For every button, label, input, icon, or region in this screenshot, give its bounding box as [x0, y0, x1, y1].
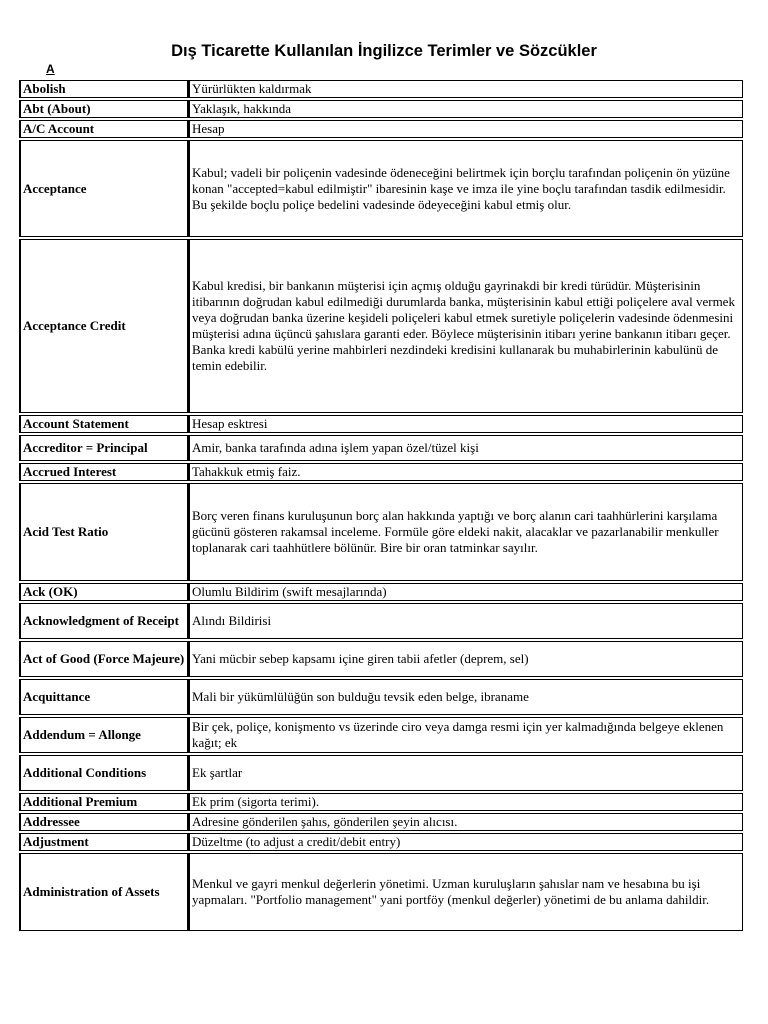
glossary-definition: Kabul kredisi, bir bankanın müşterisi için açmış olduğu gayrinakdi bir kredi türüdür. Müşterisinin itibarının doğrudan kabul edilmediği durumlarda banka, müşterisinin kabul ettiği poliçelere aval vermek veya doğrudan banka üzerine keşideli poliçeleri kabul etmek suretiyle poliçelerin vadesinde ödenmesini müşterisi adına üçüncü şahıslara garanti eder. Böylece müşterisinin itibarı yerine bankanın itibarı geçer. Banka kredi kabülü yerine mahbirleri nezdindeki kredisini kullanarak bu muhabirlerinin kabulünü de temin edebilir.: [189, 239, 743, 413]
glossary-term: Adjustment: [19, 833, 189, 851]
glossary-definition: Alındı Bildirisi: [189, 603, 743, 639]
glossary-definition: Kabul; vadeli bir poliçenin vadesinde ödeneceğini belirtmek için borçlu tarafından poliçenin ön yüzüne konan "accepted=kabul edilmiştir" ibaresinin kaşe ve imza ile yine boçlu tarafından tasdik edilmesidir. Bu şekilde boçlu poliçe bedelini vadesinde ödeyeceğini kabul etmiş olur.: [189, 140, 743, 237]
glossary-row: [19, 853, 743, 931]
glossary-term: Acceptance: [19, 140, 189, 237]
glossary-definition: Bir çek, poliçe, konişmento vs üzerinde ciro veya damga resmi için yer kalmadığında belgeye eklenen kağıt; ek: [189, 717, 743, 753]
glossary-term: Acid Test Ratio: [19, 483, 189, 581]
glossary-term: Addendum = Allonge: [19, 717, 189, 753]
glossary-row: [19, 483, 743, 581]
glossary-row: [19, 583, 743, 601]
glossary-definition: Ek prim (sigorta terimi).: [189, 793, 743, 811]
glossary-term: Abt (About): [19, 100, 189, 118]
glossary-definition: Ek şartlar: [189, 755, 743, 791]
glossary-term: Acquittance: [19, 679, 189, 715]
glossary-term: Additional Premium: [19, 793, 189, 811]
glossary-definition: Borç veren finans kuruluşunun borç alan hakkında yaptığı ve borç alanın cari taahhürlerini karşılama gücünü gösteren rakamsal inceleme. Formüle göre eldeki nakit, alacaklar ve pazarlanabilir menkuller toplanarak cari taahhütlere bölünür. Bire bir oran tatminkar sayılır.: [189, 483, 743, 581]
glossary-definition: Mali bir yükümlülüğün son bulduğu tevsik eden belge, ibraname: [189, 679, 743, 715]
glossary-term: Addressee: [19, 813, 189, 831]
glossary-term: Acknowledgment of Receipt: [19, 603, 189, 639]
page-title: Dış Ticarette Kullanılan İngilizce Terimler ve Sözcükler: [171, 42, 597, 60]
glossary-definition: Amir, banka tarafında adına işlem yapan özel/tüzel kişi: [189, 435, 743, 461]
glossary-row: [19, 813, 743, 831]
glossary-row: [19, 80, 743, 98]
glossary-row: [19, 717, 743, 753]
glossary-row: [19, 833, 743, 851]
glossary-term: Additional Conditions: [19, 755, 189, 791]
glossary-table: [19, 78, 743, 933]
glossary-row: [19, 120, 743, 138]
glossary-row: [19, 415, 743, 433]
glossary-definition: Yürürlükten kaldırmak: [189, 80, 743, 98]
glossary-row: [19, 793, 743, 811]
section-letter: A: [46, 62, 55, 76]
glossary-row: [19, 140, 743, 237]
glossary-term: Accrued Interest: [19, 463, 189, 481]
glossary-row: [19, 100, 743, 118]
glossary-row: [19, 239, 743, 413]
glossary-row: [19, 641, 743, 677]
glossary-term: Acceptance Credit: [19, 239, 189, 413]
glossary-row: [19, 435, 743, 461]
glossary-row: [19, 679, 743, 715]
glossary-term: Act of Good (Force Majeure): [19, 641, 189, 677]
glossary-definition: Düzeltme (to adjust a credit/debit entry): [189, 833, 743, 851]
glossary-term: Accreditor = Principal: [19, 435, 189, 461]
glossary-term: Abolish: [19, 80, 189, 98]
glossary-row: [19, 603, 743, 639]
glossary-definition: Hesap esktresi: [189, 415, 743, 433]
glossary-term: Administration of Assets: [19, 853, 189, 931]
glossary-definition: Menkul ve gayri menkul değerlerin yönetimi. Uzman kuruluşların şahıslar nam ve hesabına bu işi yapmaları. "Portfolio management" yani portföy (menkul değerler) yönetimi de bu anlama dahildir.: [189, 853, 743, 931]
glossary-row: [19, 755, 743, 791]
glossary-definition: Yaklaşık, hakkında: [189, 100, 743, 118]
glossary-definition: Tahakkuk etmiş faiz.: [189, 463, 743, 481]
glossary-row: [19, 463, 743, 481]
glossary-body: [19, 80, 743, 931]
glossary-definition: Hesap: [189, 120, 743, 138]
glossary-definition: Adresine gönderilen şahıs, gönderilen şeyin alıcısı.: [189, 813, 743, 831]
glossary-term: A/C Account: [19, 120, 189, 138]
glossary-term: Ack (OK): [19, 583, 189, 601]
glossary-term: Account Statement: [19, 415, 189, 433]
glossary-definition: Olumlu Bildirim (swift mesajlarında): [189, 583, 743, 601]
glossary-definition: Yani mücbir sebep kapsamı içine giren tabii afetler (deprem, sel): [189, 641, 743, 677]
